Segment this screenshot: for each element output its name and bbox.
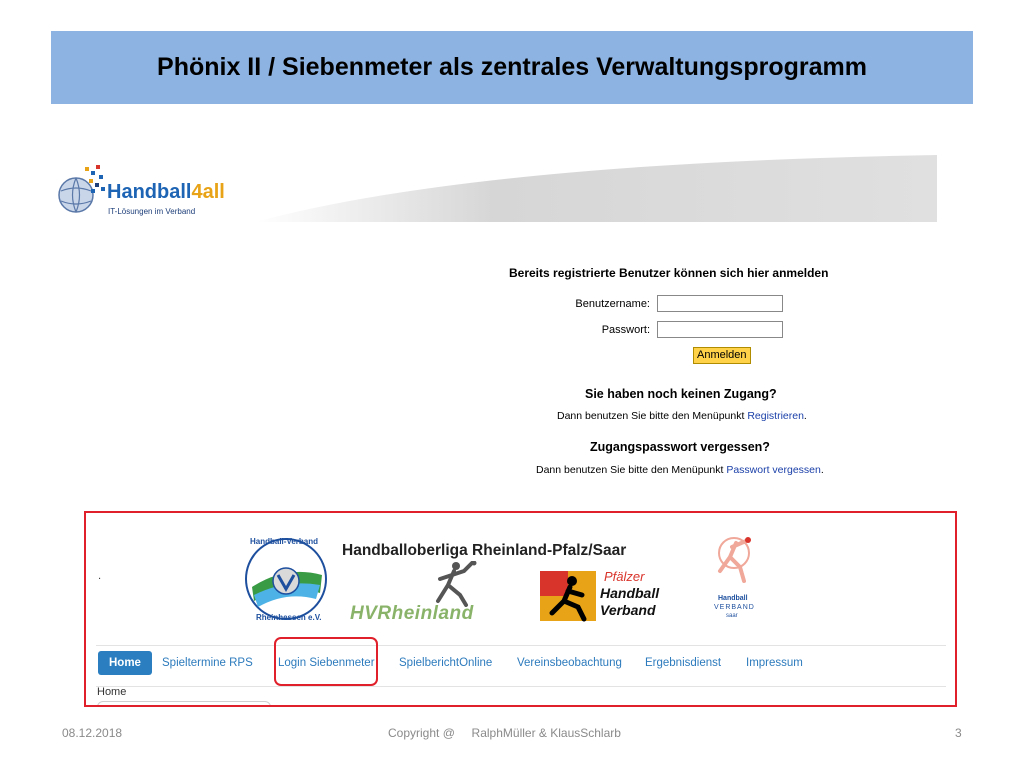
saar-line3: saar	[726, 613, 738, 619]
h4a-logo-tagline: IT-Lösungen im Verband	[108, 207, 196, 216]
nav-vereinsbeobachtung[interactable]: Vereinsbeobachtung	[517, 657, 622, 669]
saar-line2: VERBAND	[714, 604, 755, 611]
nav-login-siebenmeter[interactable]: Login Siebenmeter	[278, 657, 375, 669]
register-link[interactable]: Registrieren	[747, 410, 804, 422]
h4a-logo	[55, 159, 255, 219]
main-nav	[96, 645, 946, 687]
pfalz-line2: Handball	[600, 585, 660, 601]
h4a-logo-name: Handball4all	[107, 181, 225, 203]
nav-spieltermine-rps[interactable]: Spieltermine RPS	[162, 657, 253, 669]
password-input[interactable]	[657, 321, 783, 338]
nav-spielberichtonline[interactable]: SpielberichtOnline	[399, 657, 493, 669]
forgot-text: Dann benutzen Sie bitte den Menüpunkt Passwort vergessen.	[536, 464, 824, 476]
no-access-heading: Sie haben noch keinen Zugang?	[585, 387, 777, 401]
search-field[interactable]	[97, 701, 271, 707]
header-swoosh	[255, 155, 937, 222]
forgot-heading: Zugangspasswort vergessen?	[590, 440, 770, 454]
hv-rheinland-logo	[350, 561, 528, 625]
nav-impressum[interactable]: Impressum	[746, 657, 803, 669]
hv-rheinhessen-bottom-text: Rheinhessen e.V.	[256, 613, 322, 622]
username-row	[500, 295, 790, 315]
saar-player-icon	[710, 535, 760, 593]
username-input[interactable]	[657, 295, 783, 312]
slide-title: Phönix II / Siebenmeter als zentrales Verwaltungsprogramm	[157, 53, 867, 81]
no-access-text: Dann benutzen Sie bitte den Menüpunkt Registrieren.	[557, 410, 807, 422]
footer-page-number: 3	[955, 726, 962, 740]
hv-rheinhessen-logo	[242, 535, 330, 623]
nav-home[interactable]: Home	[98, 651, 152, 675]
highlight-box	[84, 511, 957, 707]
hv-rheinhessen-emblem-icon	[242, 535, 330, 623]
pfalz-line1: Pfälzer	[604, 569, 645, 584]
login-siebenmeter-highlight	[274, 637, 378, 686]
saar-line1: Handball	[718, 595, 748, 602]
h4a-header	[55, 155, 937, 222]
league-banner	[192, 533, 772, 633]
footer-copyright: Copyright @ RalphMüller & KlausSchlarb	[388, 726, 621, 740]
username-label: Benutzername:	[575, 298, 650, 310]
password-label: Passwort:	[601, 324, 650, 336]
slide-title-bar	[51, 31, 973, 104]
forgot-password-link[interactable]: Passwort vergessen	[726, 464, 821, 476]
footer-date: 08.12.2018	[62, 726, 123, 740]
login-button[interactable]: Anmelden	[693, 347, 751, 364]
pfalz-emblem-icon	[538, 569, 598, 623]
hv-rheinland-text: HVRheinland	[350, 603, 474, 624]
nav-ergebnisdienst[interactable]: Ergebnisdienst	[645, 657, 722, 669]
pfalz-line3: Verband	[600, 602, 656, 618]
handball-player-icon	[420, 561, 480, 607]
login-heading: Bereits registrierte Benutzer können sich hier anmelden	[509, 266, 829, 280]
league-title: Handballoberliga Rheinland-Pfalz/Saar	[342, 542, 627, 559]
hv-rheinhessen-top-text: Handball-Verband	[250, 537, 319, 546]
password-row	[500, 321, 790, 341]
handball-globe-icon	[55, 161, 107, 217]
dot-mark: .	[98, 571, 102, 582]
saar-logo	[704, 535, 768, 627]
pfalz-logo	[538, 569, 698, 625]
breadcrumb: Home	[97, 686, 127, 698]
